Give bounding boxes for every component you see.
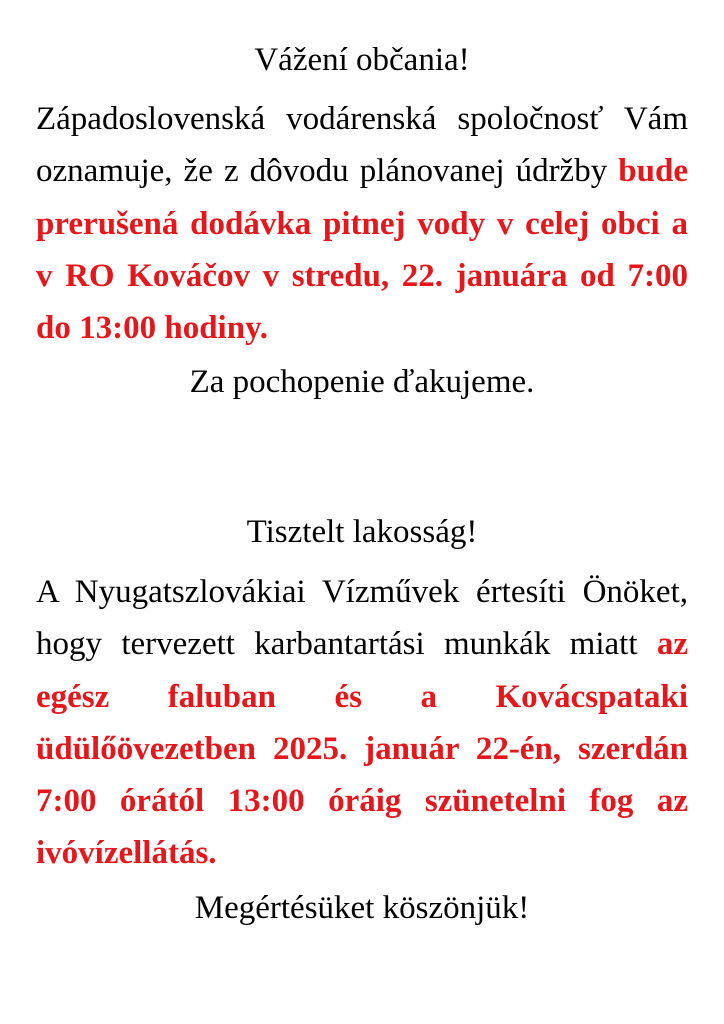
slovak-body-highlight: bude prerušená dodávka pitnej vody v celej obci a v RO Kováčov v stredu, 22. januára od 7:00 do 13:00 hodiny. <box>36 153 688 347</box>
slovak-body-plain: Západoslovenská vodárenská spoločnosť Vám oznamuje, že z dôvodu plánovanej údržby <box>36 101 688 190</box>
hungarian-greeting: Tisztelt lakosság! <box>246 514 478 550</box>
hungarian-body <box>36 566 688 880</box>
slovak-body <box>36 93 688 354</box>
slovak-thanks: Za pochopenie ďakujeme. <box>189 364 535 401</box>
hungarian-notice <box>36 512 688 928</box>
slovak-greeting: Vážení občania! <box>254 42 470 78</box>
slovak-notice <box>36 40 688 402</box>
hungarian-body-highlight: az egész faluban és a Kovácspataki üdülőövezetben 2025. január 22-én, szerdán 7:00 órától 13:00 óráig szünetelni fog az ivóvízellátás. <box>36 626 688 872</box>
hungarian-thanks: Megértésüket köszönjük! <box>194 889 530 926</box>
hungarian-body-plain: A Nyugatszlovákiai Vízművek értesíti Önöket, hogy tervezett karbantartási munkák miatt <box>36 574 688 663</box>
